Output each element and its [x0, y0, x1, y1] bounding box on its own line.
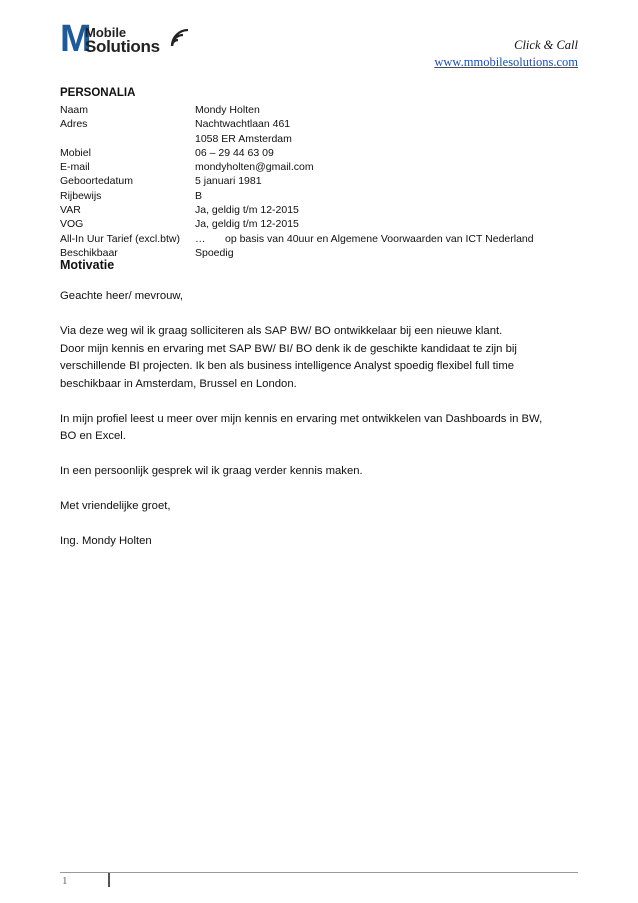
label-naam: Naam	[60, 104, 89, 116]
paragraph-intro	[60, 323, 580, 393]
paragraph-line: In mijn profiel leest u meer over mijn kennis en ervaring met ontwikkelen van Dashboards in BW,	[60, 412, 543, 425]
paragraph-line: beschikbaar in Amsterdam, Brussel en London.	[60, 377, 297, 390]
cover-letter	[60, 288, 580, 568]
page-number: 1	[62, 875, 68, 887]
footer-bar	[108, 873, 110, 887]
company-logo	[60, 18, 190, 60]
signal-waves-icon	[170, 28, 192, 48]
label-email: E-mail	[60, 161, 90, 174]
value-adres-street: Nachtwachtlaan 461	[195, 118, 291, 131]
website-link[interactable]: www.mmobilesolutions.com	[434, 55, 578, 69]
logo-solutions-text: Solutions	[85, 37, 160, 56]
value-geboortedatum: 5 januari 1981	[195, 175, 262, 188]
paragraph-line: verschillende BI projecten. Ik ben als business intelligence Analyst spoedig flexibel full time	[60, 360, 515, 372]
logo-mobile-text: Mobile	[85, 25, 127, 40]
label-vog: VOG	[60, 218, 84, 231]
closing-text: Met vriendelijke groet,	[60, 500, 171, 512]
value-tarief-amount: …	[195, 232, 206, 245]
value-beschikbaar: Spoedig	[195, 246, 234, 259]
logo-letter-m: M	[60, 18, 91, 60]
label-beschikbaar: Beschikbaar	[60, 246, 118, 259]
value-var: Ja, geldig t/m 12-2015	[195, 204, 299, 217]
paragraph-line: Via deze weg wil ik graag solliciteren als SAP BW/ BO ontwikkelaar bij een nieuwe klant.	[60, 325, 503, 337]
label-rijbewijs: Rijbewijs	[60, 189, 102, 202]
paragraph-line: BO en Excel.	[60, 430, 126, 442]
value-vog: Ja, geldig t/m 12-2015	[195, 218, 299, 231]
footer-divider	[60, 872, 578, 873]
greeting-text: Geachte heer/ mevrouw,	[60, 290, 184, 302]
value-mobiel: 06 – 29 44 63 09	[195, 146, 274, 159]
label-var: VAR	[60, 204, 81, 217]
tagline: Click & Call	[514, 38, 578, 52]
label-tarief: All-In Uur Tarief (excl.btw)	[60, 232, 181, 245]
value-adres-city: 1058 ER Amsterdam	[195, 132, 292, 145]
label-geboortedatum: Geboortedatum	[60, 175, 133, 188]
value-email[interactable]: mondyholten@gmail.com	[195, 161, 314, 174]
label-mobiel: Mobiel	[60, 146, 91, 159]
personalia-heading: PERSONALIA	[60, 87, 136, 99]
paragraph-profile	[60, 411, 580, 446]
header-contact	[434, 37, 578, 71]
greeting	[60, 288, 580, 306]
paragraph-meeting	[60, 463, 580, 481]
paragraph-line: Door mijn kennis en ervaring met SAP BW/ BI/ BO denk ik de geschikte kandidaat te zijn bij	[60, 342, 517, 355]
value-rijbewijs: B	[195, 189, 203, 202]
signature	[60, 533, 580, 551]
motivatie-heading: Motivatie	[60, 258, 115, 272]
paragraph-line: In een persoonlijk gesprek wil ik graag verder kennis maken.	[60, 465, 363, 477]
label-adres: Adres	[60, 118, 88, 131]
value-tarief-terms: op basis van 40uur en Algemene Voorwaarden van ICT Nederland	[225, 232, 534, 245]
closing	[60, 498, 580, 516]
signature-text: Ing. Mondy Holten	[60, 535, 152, 547]
value-naam: Mondy Holten	[195, 104, 260, 116]
